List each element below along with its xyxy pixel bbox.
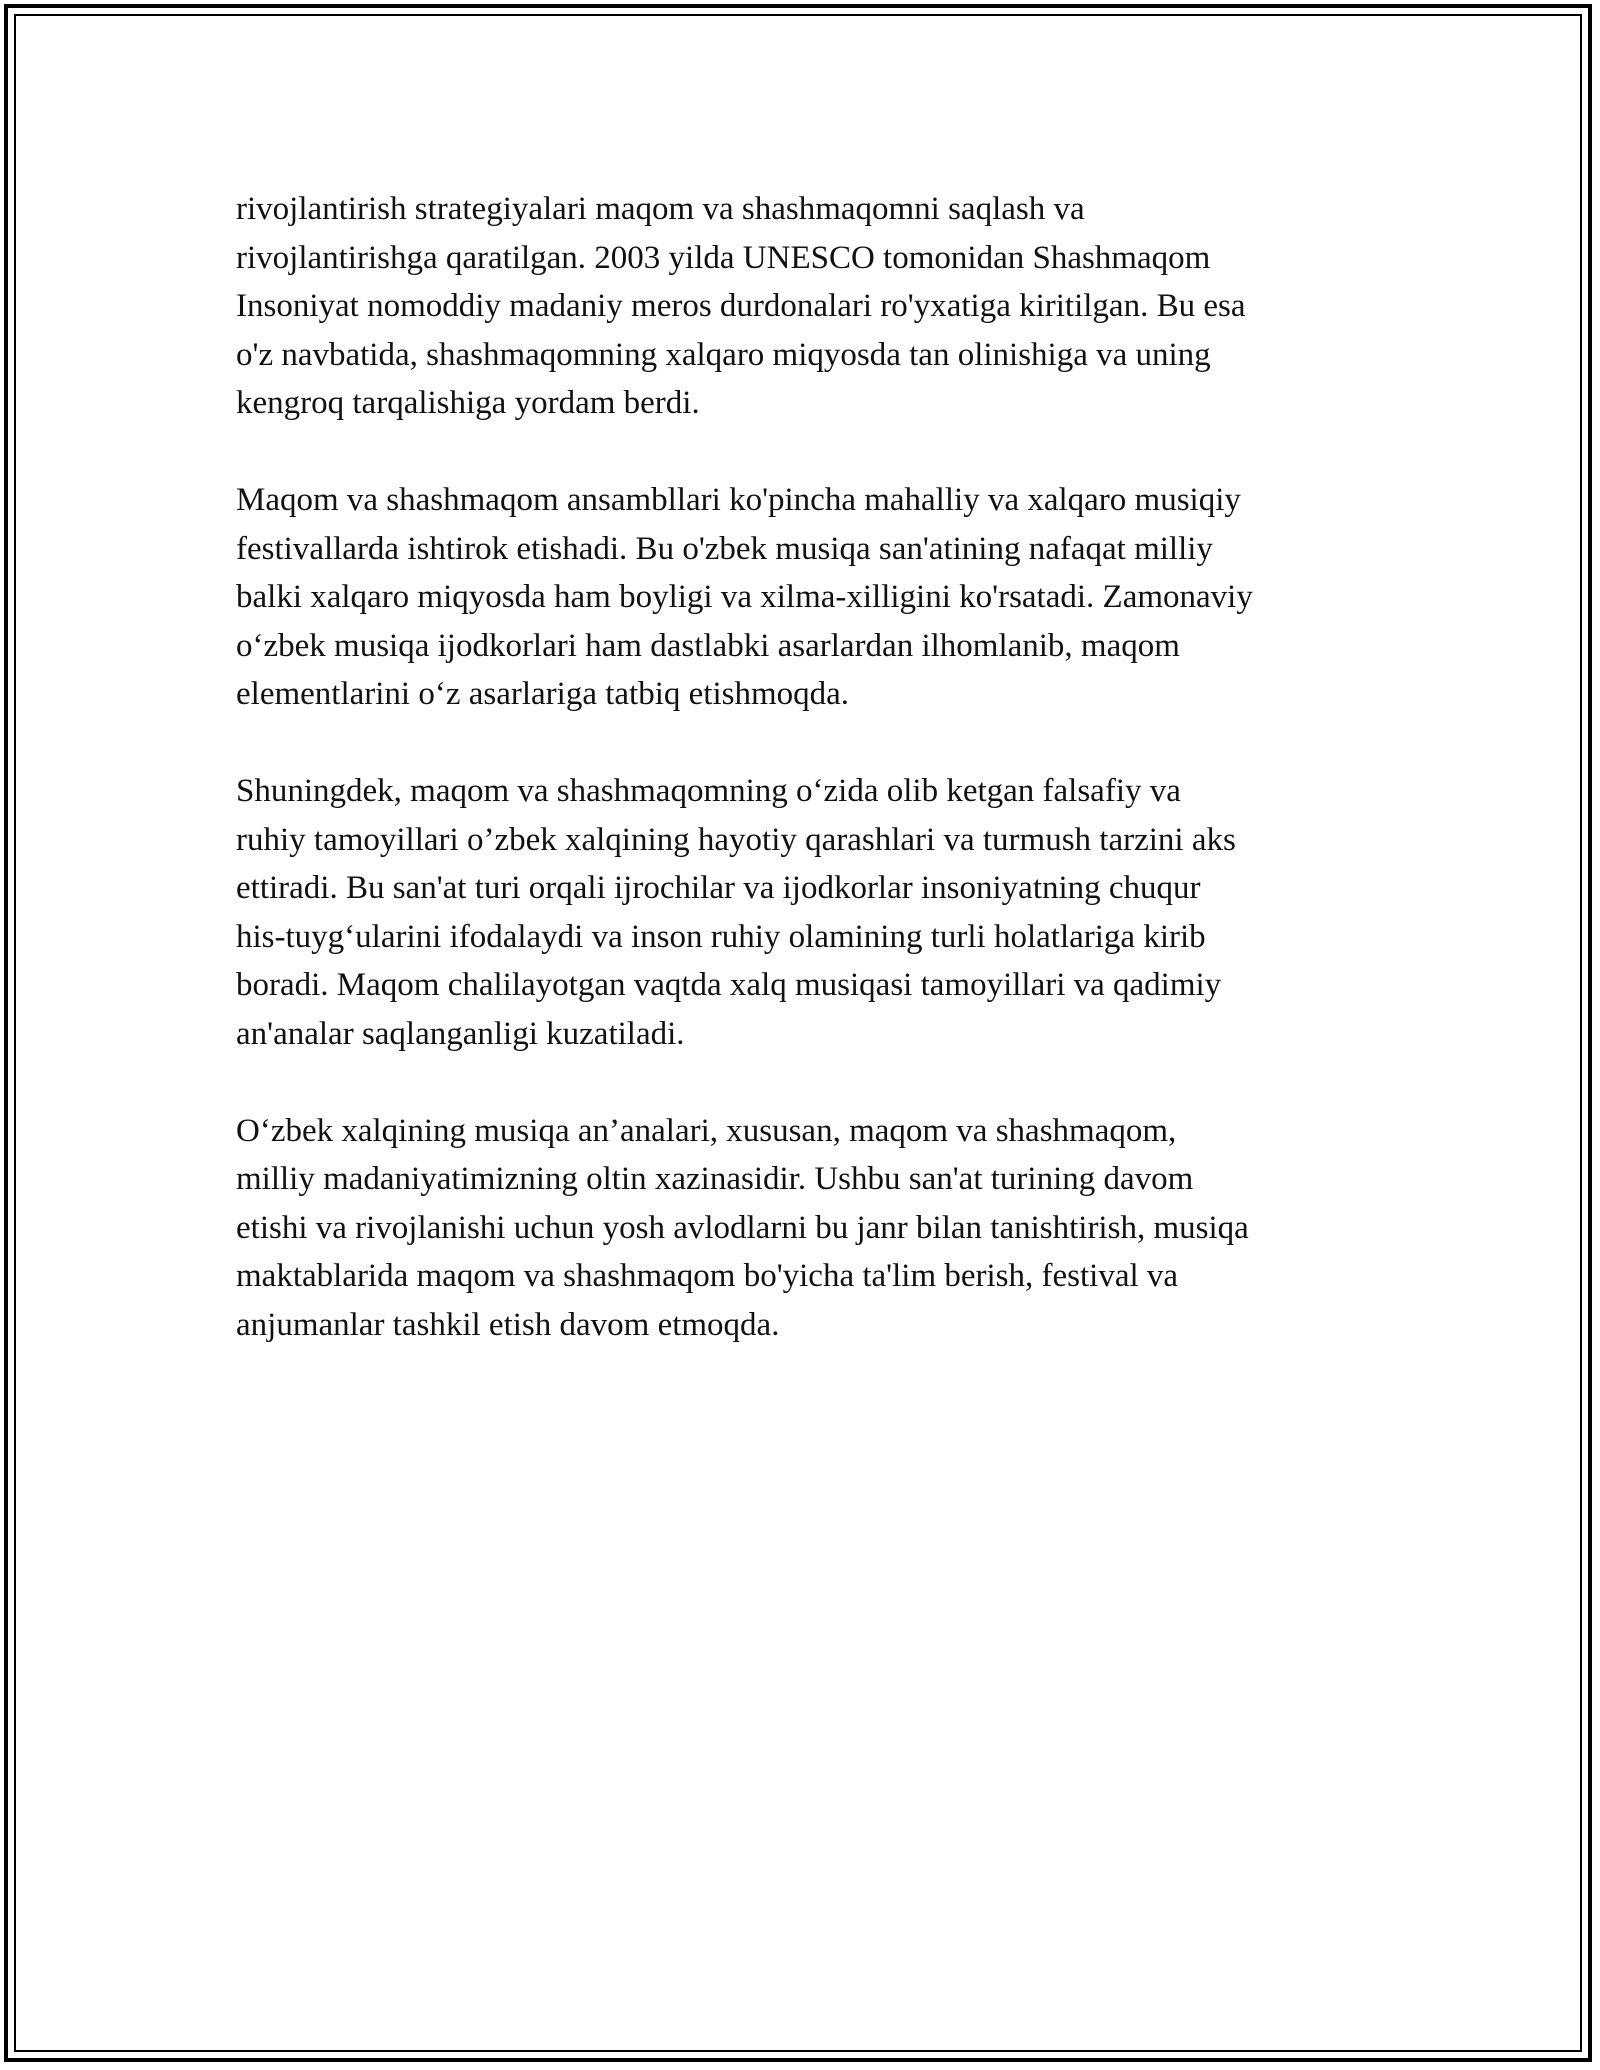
text-line: rivojlantirish strategiyalari maqom va shashmaqomni saqlash va	[236, 191, 1085, 227]
text-line: boradi. Maqom chalilayotgan vaqtda xalq musiqasi tamoyillari va qadimiy	[236, 967, 1222, 1003]
text-line: balki xalqaro miqyosda ham boyligi va xilma-xilligini ko'rsatadi. Zamonaviy	[236, 579, 1253, 615]
text-line: Shuningdek, maqom va shashmaqomning o‘zida olib ketgan falsafiy va	[236, 773, 1181, 809]
paragraph-1	[236, 185, 1376, 428]
paragraph-2	[236, 476, 1376, 719]
text-line: his-tuyg‘ularini ifodalaydi va inson ruhiy olamining turli holatlariga kirib	[236, 918, 1206, 955]
text-line: maktablarida maqom va shashmaqom bo'yicha ta'lim berish, festival va	[236, 1258, 1179, 1294]
text-line: ruhiy tamoyillari o’zbek xalqining hayotiy qarashlari va turmush tarzini aks	[236, 821, 1236, 858]
text-line: anjumanlar tashkil etish davom etmoqda.	[236, 1306, 780, 1343]
text-line: o‘zbek musiqa ijodkorlari ham dastlabki asarlardan ilhomlanib, maqom	[236, 627, 1180, 664]
document-body	[236, 185, 1376, 1398]
text-line: elementlarini o‘z asarlariga tatbiq etishmoqda.	[236, 676, 850, 712]
text-line: etishi va rivojlanishi uchun yosh avlodlarni bu janr bilan tanishtirish, musiqa	[236, 1209, 1249, 1246]
text-line: an'analar saqlanganligi kuzatiladi.	[236, 1015, 685, 1052]
text-line: Insoniyat nomoddiy madaniy meros durdonalari ro'yxatiga kiritilgan. Bu esa	[236, 288, 1246, 324]
text-line: O‘zbek xalqining musiqa an’analari, xususan, maqom va shashmaqom,	[236, 1112, 1177, 1149]
text-line: rivojlantirishga qaratilgan. 2003 yilda UNESCO tomonidan Shashmaqom	[236, 239, 1211, 276]
text-line: milliy madaniyatimizning oltin xazinasidir. Ushbu san'at turining davom	[236, 1161, 1194, 1197]
text-line: ettiradi. Bu san'at turi orqali ijrochilar va ijodkorlar insoniyatning chuqur	[236, 870, 1201, 906]
text-line: Maqom va shashmaqom ansambllari ko'pincha mahalliy va xalqaro musiqiy	[236, 482, 1241, 518]
paragraph-3	[236, 767, 1376, 1058]
text-line: o'z navbatida, shashmaqomning xalqaro miqyosda tan olinishiga va uning	[236, 336, 1211, 373]
text-line: kengroq tarqalishiga yordam berdi.	[236, 385, 700, 421]
paragraph-4	[236, 1107, 1376, 1350]
text-line: festivallarda ishtirok etishadi. Bu o'zbek musiqa san'atining nafaqat milliy	[236, 530, 1213, 567]
